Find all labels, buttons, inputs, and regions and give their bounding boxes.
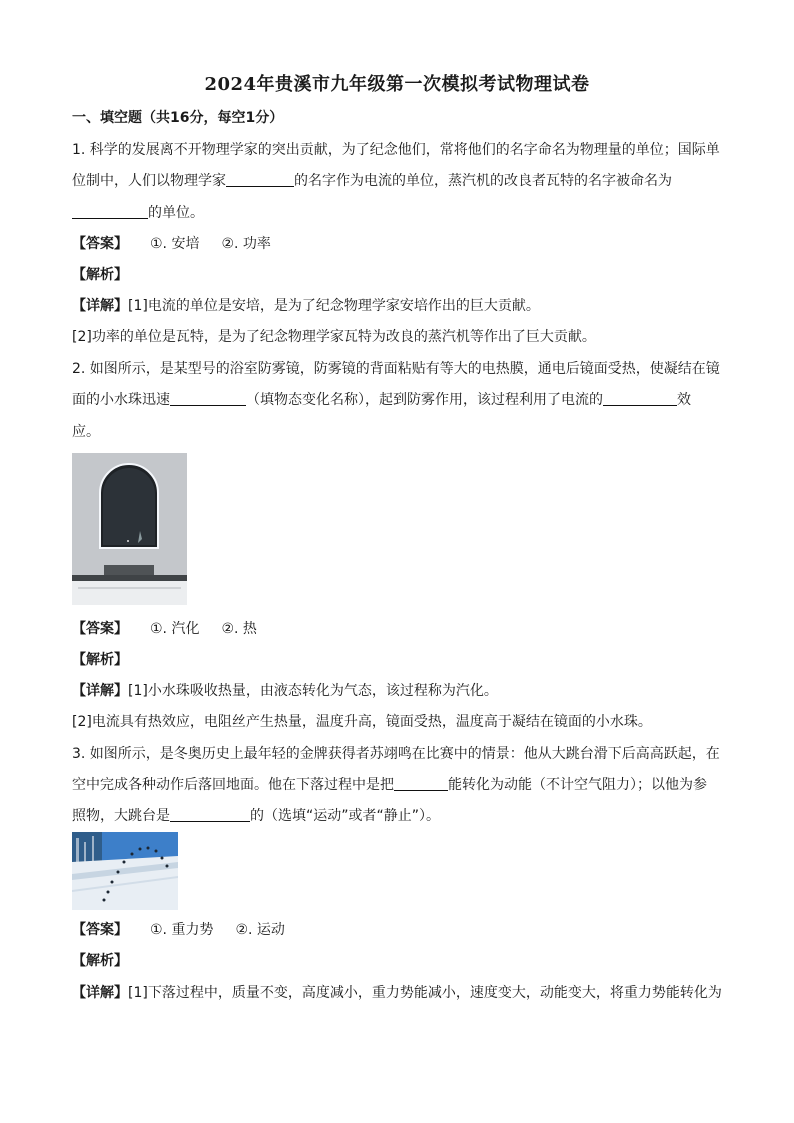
detail-line: 【详解】[1]下落过程中，质量不变，高度减小，重力势能减小，速度变大，动能变大，将重力势能转化为 — [72, 985, 722, 1001]
answer-blank — [170, 391, 246, 406]
answer-line: 【答案】 ①. 安培 ②. 功率 — [72, 236, 271, 252]
analysis-label: 【解析】 — [72, 267, 128, 283]
ski-jump-image — [72, 832, 178, 910]
question-2-text-3: 应。 — [72, 424, 100, 440]
analysis-label: 【解析】 — [72, 953, 128, 969]
question-3-text-2: 空中完成各种动作后落回地面。他在下落过程中是把 能转化为动能（不计空气阻力）；以他为参 — [72, 777, 707, 793]
bathroom-mirror-image — [72, 453, 187, 605]
section-heading: 一、填空题（共16分，每空1分） — [72, 110, 284, 126]
detail-line: [2]功率的单位是瓦特，是为了纪念物理学家瓦特为改良的蒸汽机等作出了巨大贡献。 — [72, 329, 596, 345]
answer-blank — [394, 776, 448, 791]
answer-blank — [603, 391, 677, 406]
answer-blank — [72, 204, 148, 219]
page-title: 2024年贵溪市九年级第一次模拟考试物理试卷 — [204, 74, 590, 95]
question-1-text-3: 的单位。 — [72, 203, 204, 223]
question-1-text-2: 位制中，人们以物理学家 的名字作为电流的单位，蒸汽机的改良者瓦特的名字被命名为 — [72, 173, 672, 189]
detail-line: 【详解】[1]小水珠吸收热量，由液态转化为气态，该过程称为汽化。 — [72, 683, 498, 699]
answer-blank — [226, 172, 294, 187]
analysis-label: 【解析】 — [72, 652, 128, 668]
question-2-text-2: 面的小水珠迅速 （填物态变化名称），起到防雾作用，该过程利用了电流的 效 — [72, 392, 691, 408]
question-3-text: 3. 如图所示，是冬奥历史上最年轻的金牌获得者苏翊鸣在比赛中的情景：他从大跳台滑下后高高跃起，在 — [72, 746, 720, 762]
question-1-text: 1. 科学的发展离不开物理学家的突出贡献，为了纪念他们，常将他们的名字命名为物理量的单位；国际单 — [72, 142, 720, 158]
question-2-text: 2. 如图所示，是某型号的浴室防雾镜，防雾镜的背面粘贴有等大的电热膜，通电后镜面受热，使凝结在镜 — [72, 361, 720, 377]
detail-line: 【详解】[1]电流的单位是安培，是为了纪念物理学家安培作出的巨大贡献。 — [72, 298, 540, 314]
answer-line: 【答案】 ①. 重力势 ②. 运动 — [72, 922, 285, 938]
question-3-text-3: 照物，大跳台是 的（选填“运动”或者“静止”）。 — [72, 808, 441, 824]
detail-line: [2]电流具有热效应，电阻丝产生热量，温度升高，镜面受热，温度高于凝结在镜面的小水珠。 — [72, 714, 652, 730]
answer-blank — [170, 807, 250, 822]
answer-line: 【答案】 ①. 汽化 ②. 热 — [72, 621, 257, 637]
